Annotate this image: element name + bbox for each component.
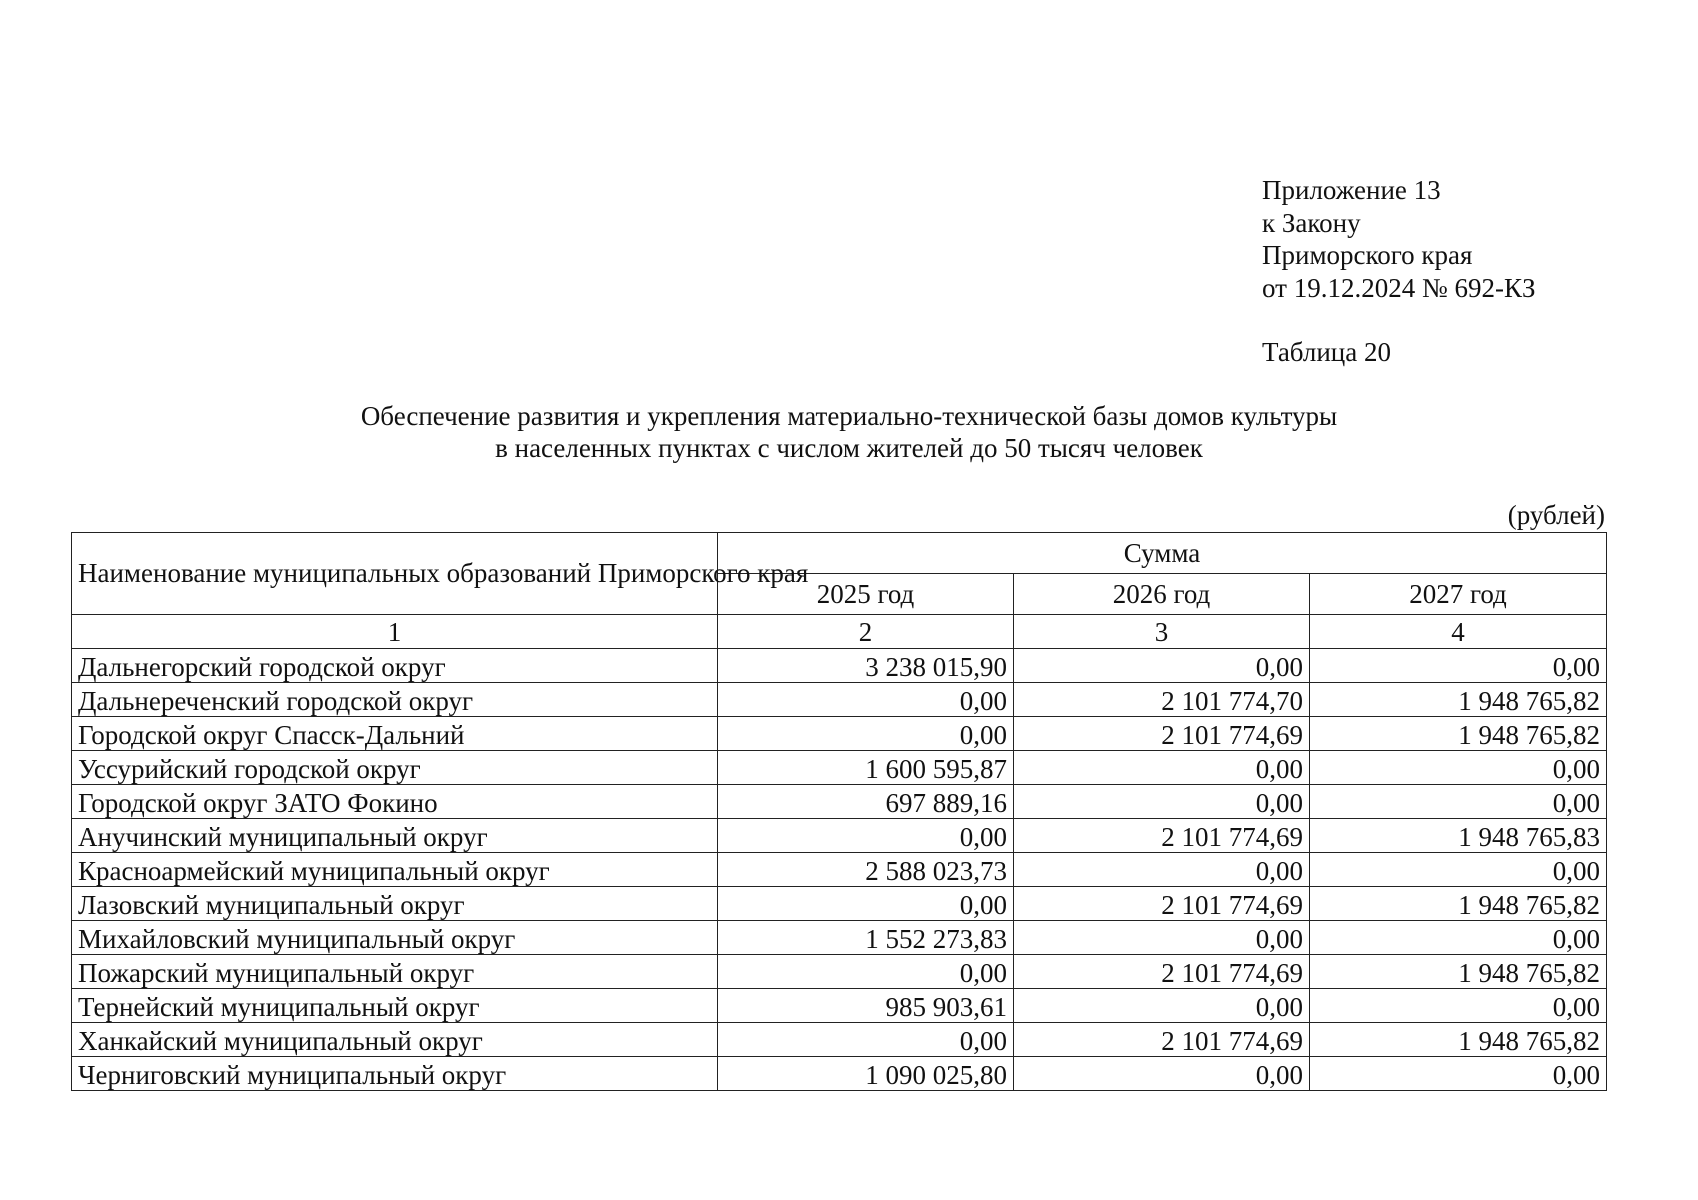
municipality-name-cell: Тернейский муниципальный округ — [72, 989, 718, 1023]
table-row — [72, 955, 1607, 989]
amount-2025-cell: 0,00 — [718, 887, 1014, 921]
amount-2026-cell: 0,00 — [1014, 751, 1310, 785]
amount-2025-cell: 0,00 — [718, 1023, 1014, 1057]
amount-2026-cell: 2 101 774,69 — [1014, 717, 1310, 751]
municipality-name-cell: Анучинский муниципальный округ — [72, 819, 718, 853]
appendix-line: Приморского края — [1262, 240, 1473, 270]
table-body — [72, 615, 1607, 1091]
amount-2027-cell: 1 948 765,82 — [1310, 717, 1607, 751]
amount-2026-cell: 0,00 — [1014, 649, 1310, 683]
amount-2026-cell: 2 101 774,69 — [1014, 1023, 1310, 1057]
column-number: 4 — [1310, 615, 1607, 649]
municipality-name-cell: Ханкайский муниципальный округ — [72, 1023, 718, 1057]
header-year-2025: 2025 год — [718, 574, 1014, 615]
municipality-name-cell: Городской округ Спасск-Дальний — [72, 717, 718, 751]
header-year-2026: 2026 год — [1014, 574, 1310, 615]
appendix-block — [1262, 174, 1535, 304]
amount-2027-cell: 0,00 — [1310, 649, 1607, 683]
units-label: (рублей) — [1507, 500, 1605, 530]
document-title — [0, 400, 1698, 464]
appendix-line: от 19.12.2024 № 692-КЗ — [1262, 272, 1536, 303]
amount-2027-cell: 0,00 — [1310, 751, 1607, 785]
table-row — [72, 921, 1607, 955]
amount-2025-cell: 2 588 023,73 — [718, 853, 1014, 887]
amount-2027-cell: 0,00 — [1310, 989, 1607, 1023]
table-row — [72, 751, 1607, 785]
amount-2025-cell: 0,00 — [718, 955, 1014, 989]
title-line: в населенных пунктах с числом жителей до 50 тысяч человек — [495, 433, 1203, 463]
amount-2026-cell: 2 101 774,69 — [1014, 819, 1310, 853]
table-row — [72, 819, 1607, 853]
table-row — [72, 683, 1607, 717]
appendix-line: Приложение 13 — [1262, 175, 1441, 205]
table-label: Таблица 20 — [1262, 337, 1391, 367]
municipality-name-cell: Михайловский муниципальный округ — [72, 921, 718, 955]
amount-2027-cell: 0,00 — [1310, 853, 1607, 887]
amount-2026-cell: 0,00 — [1014, 785, 1310, 819]
amount-2026-cell: 0,00 — [1014, 921, 1310, 955]
amount-2027-cell: 1 948 765,82 — [1310, 887, 1607, 921]
amount-2026-cell: 2 101 774,70 — [1014, 683, 1310, 717]
amount-2025-cell: 0,00 — [718, 717, 1014, 751]
municipality-name-cell: Пожарский муниципальный округ — [72, 955, 718, 989]
municipality-name-cell: Красноармейский муниципальный округ — [72, 853, 718, 887]
column-number: 3 — [1014, 615, 1310, 649]
amount-2025-cell: 1 600 595,87 — [718, 751, 1014, 785]
amount-2026-cell: 0,00 — [1014, 989, 1310, 1023]
municipality-name-cell: Дальнегорский городской округ — [72, 649, 718, 683]
amount-2025-cell: 0,00 — [718, 683, 1014, 717]
table-row — [72, 989, 1607, 1023]
municipality-name-cell: Городской округ ЗАТО Фокино — [72, 785, 718, 819]
table-header-row — [72, 533, 1607, 574]
amount-2026-cell: 0,00 — [1014, 853, 1310, 887]
appendix-line: к Закону — [1262, 207, 1361, 238]
table-row — [72, 649, 1607, 683]
amount-2027-cell: 0,00 — [1310, 785, 1607, 819]
amount-2025-cell: 3 238 015,90 — [718, 649, 1014, 683]
header-year-2027: 2027 год — [1310, 574, 1607, 615]
amount-2026-cell: 0,00 — [1014, 1057, 1310, 1091]
table-row — [72, 853, 1607, 887]
allocation-table — [71, 532, 1607, 1091]
amount-2025-cell: 0,00 — [718, 819, 1014, 853]
title-line: Обеспечение развития и укрепления материально-технической базы домов культуры — [360, 401, 1338, 431]
amount-2027-cell: 1 948 765,82 — [1310, 683, 1607, 717]
municipality-name-cell: Дальнереченский городской округ — [72, 683, 718, 717]
amount-2025-cell: 1 090 025,80 — [718, 1057, 1014, 1091]
table-row — [72, 887, 1607, 921]
amount-2027-cell: 1 948 765,83 — [1310, 819, 1607, 853]
table-row — [72, 785, 1607, 819]
column-number: 1 — [72, 615, 718, 649]
municipality-name-cell: Лазовский муниципальный округ — [72, 887, 718, 921]
column-numbers-row — [72, 615, 1607, 649]
column-number: 2 — [718, 615, 1014, 649]
amount-2027-cell: 0,00 — [1310, 1057, 1607, 1091]
amount-2026-cell: 2 101 774,69 — [1014, 887, 1310, 921]
table-row — [72, 1057, 1607, 1091]
amount-2027-cell: 1 948 765,82 — [1310, 1023, 1607, 1057]
municipality-name-cell: Уссурийский городской округ — [72, 751, 718, 785]
amount-2027-cell: 1 948 765,82 — [1310, 955, 1607, 989]
header-sum: Сумма — [718, 533, 1607, 574]
header-municipality: Наименование муниципальных образований Приморского края — [72, 533, 718, 615]
table-row — [72, 717, 1607, 751]
amount-2025-cell: 697 889,16 — [718, 785, 1014, 819]
amount-2027-cell: 0,00 — [1310, 921, 1607, 955]
amount-2025-cell: 985 903,61 — [718, 989, 1014, 1023]
amount-2025-cell: 1 552 273,83 — [718, 921, 1014, 955]
municipality-name-cell: Черниговский муниципальный округ — [72, 1057, 718, 1091]
table-row — [72, 1023, 1607, 1057]
amount-2026-cell: 2 101 774,69 — [1014, 955, 1310, 989]
